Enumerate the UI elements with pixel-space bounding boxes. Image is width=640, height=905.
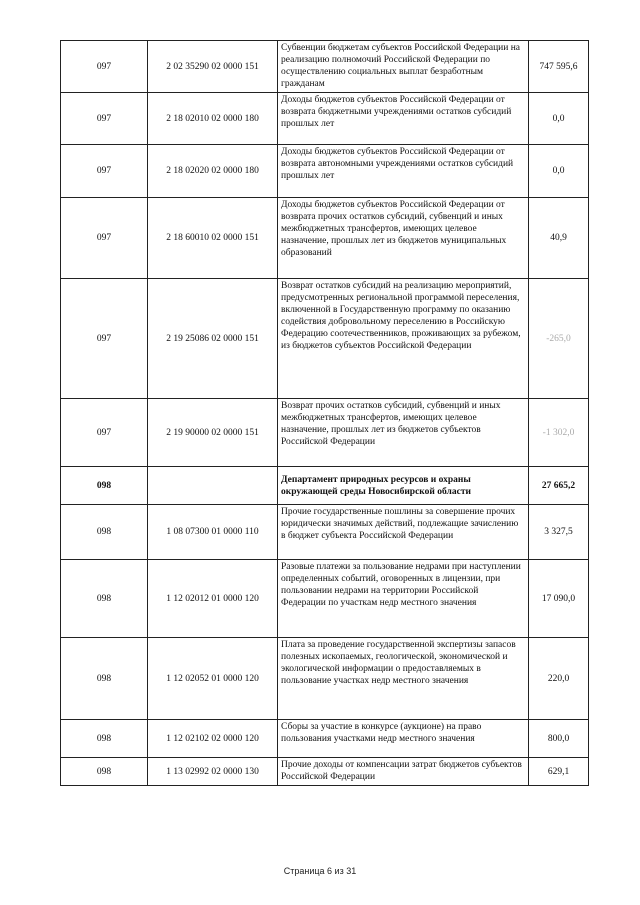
- revenue-name-cell: Доходы бюджетов субъектов Российской Федерации от возврата прочих остатков субсидий, субвенций и иных межбюджетных трансфертов, имеющих целевое назначение, прошлых лет из бюджетов муниципальных образований: [278, 198, 529, 279]
- revenue-name-cell: Прочие государственные пошлины за совершение прочих юридически значимых действий, подлежащие зачислению в бюджет субъекта Российской Федерации: [278, 505, 529, 560]
- table-row: [61, 145, 589, 198]
- admin-code-cell: 098: [61, 467, 148, 505]
- budget-code-cell: 2 02 35290 02 0000 151: [148, 41, 278, 93]
- budget-code-cell: 2 18 02020 02 0000 180: [148, 145, 278, 198]
- table-row: [61, 279, 589, 399]
- amount-cell: -1 302,0: [529, 399, 589, 467]
- admin-code-cell: 098: [61, 560, 148, 638]
- revenue-name-cell: Субвенции бюджетам субъектов Российской Федерации на реализацию полномочий Российской Федерации по осуществлению социальных выплат безработным гражданам: [278, 41, 529, 93]
- amount-cell: 17 090,0: [529, 560, 589, 638]
- revenue-name-cell: Разовые платежи за пользование недрами при наступлении определенных событий, оговоренных в лицензии, при пользовании недрами на территории Российской Федерации по участкам недр местного значения: [278, 560, 529, 638]
- budget-code-cell: 1 08 07300 01 0000 110: [148, 505, 278, 560]
- page-number: Страница 6 из 31: [283, 866, 357, 876]
- admin-code-cell: 098: [61, 505, 148, 560]
- amount-cell: 747 595,6: [529, 41, 589, 93]
- admin-code-cell: 097: [61, 41, 148, 93]
- admin-code-cell: 097: [61, 279, 148, 399]
- admin-code-cell: 098: [61, 720, 148, 758]
- amount-cell: -265,0: [529, 279, 589, 399]
- table-row: [61, 505, 589, 560]
- table-row-department: [61, 467, 589, 505]
- amount-cell: 629,1: [529, 758, 589, 786]
- admin-code-cell: 097: [61, 399, 148, 467]
- admin-code-cell: 097: [61, 145, 148, 198]
- table-row: [61, 638, 589, 720]
- revenue-name-cell: Сборы за участие в конкурсе (аукционе) на право пользования участками недр местного значения: [278, 720, 529, 758]
- budget-code-cell: 2 18 02010 02 0000 180: [148, 93, 278, 145]
- amount-cell: 220,0: [529, 638, 589, 720]
- amount-cell: 0,0: [529, 145, 589, 198]
- revenue-table: [60, 40, 589, 786]
- revenue-name-cell: Департамент природных ресурсов и охраны окружающей среды Новосибирской области: [278, 467, 529, 505]
- admin-code-cell: 098: [61, 638, 148, 720]
- revenue-name-cell: Возврат остатков субсидий на реализацию мероприятий, предусмотренных региональной программой переселения, включенной в Государственную программу по оказанию содействия добровольному переселению в Российскую Федерацию соотечественников, проживающих за рубежом, из бюджетов субъектов Российской Федерации: [278, 279, 529, 399]
- revenue-name-cell: Прочие доходы от компенсации затрат бюджетов субъектов Российской Федерации: [278, 758, 529, 786]
- table-row: [61, 198, 589, 279]
- budget-code-cell: 1 12 02102 02 0000 120: [148, 720, 278, 758]
- revenue-name-cell: Возврат прочих остатков субсидий, субвенций и иных межбюджетных трансфертов, имеющих целевое назначение, прошлых лет из бюджетов субъектов Российской Федерации: [278, 399, 529, 467]
- budget-code-cell: 2 19 25086 02 0000 151: [148, 279, 278, 399]
- table-row: [61, 41, 589, 93]
- admin-code-cell: 097: [61, 93, 148, 145]
- admin-code-cell: 098: [61, 758, 148, 786]
- budget-code-cell: [148, 467, 278, 505]
- amount-cell: 27 665,2: [529, 467, 589, 505]
- revenue-name-cell: Плата за проведение государственной экспертизы запасов полезных ископаемых, геологической, экономической и экологической информации о предоставляемых в пользование участках недр местного значения: [278, 638, 529, 720]
- amount-cell: 0,0: [529, 93, 589, 145]
- budget-code-cell: 2 19 90000 02 0000 151: [148, 399, 278, 467]
- table-row: [61, 720, 589, 758]
- amount-cell: 800,0: [529, 720, 589, 758]
- table-row: [61, 560, 589, 638]
- table-row: [61, 93, 589, 145]
- amount-cell: 3 327,5: [529, 505, 589, 560]
- budget-code-cell: 1 12 02012 01 0000 120: [148, 560, 278, 638]
- revenue-name-cell: Доходы бюджетов субъектов Российской Федерации от возврата автономными учреждениями остатков субсидий прошлых лет: [278, 145, 529, 198]
- budget-code-cell: 1 13 02992 02 0000 130: [148, 758, 278, 786]
- revenue-name-cell: Доходы бюджетов субъектов Российской Федерации от возврата бюджетными учреждениями остатков субсидий прошлых лет: [278, 93, 529, 145]
- budget-code-cell: 1 12 02052 01 0000 120: [148, 638, 278, 720]
- table-row: [61, 758, 589, 786]
- table-row: [61, 399, 589, 467]
- amount-cell: 40,9: [529, 198, 589, 279]
- admin-code-cell: 097: [61, 198, 148, 279]
- budget-code-cell: 2 18 60010 02 0000 151: [148, 198, 278, 279]
